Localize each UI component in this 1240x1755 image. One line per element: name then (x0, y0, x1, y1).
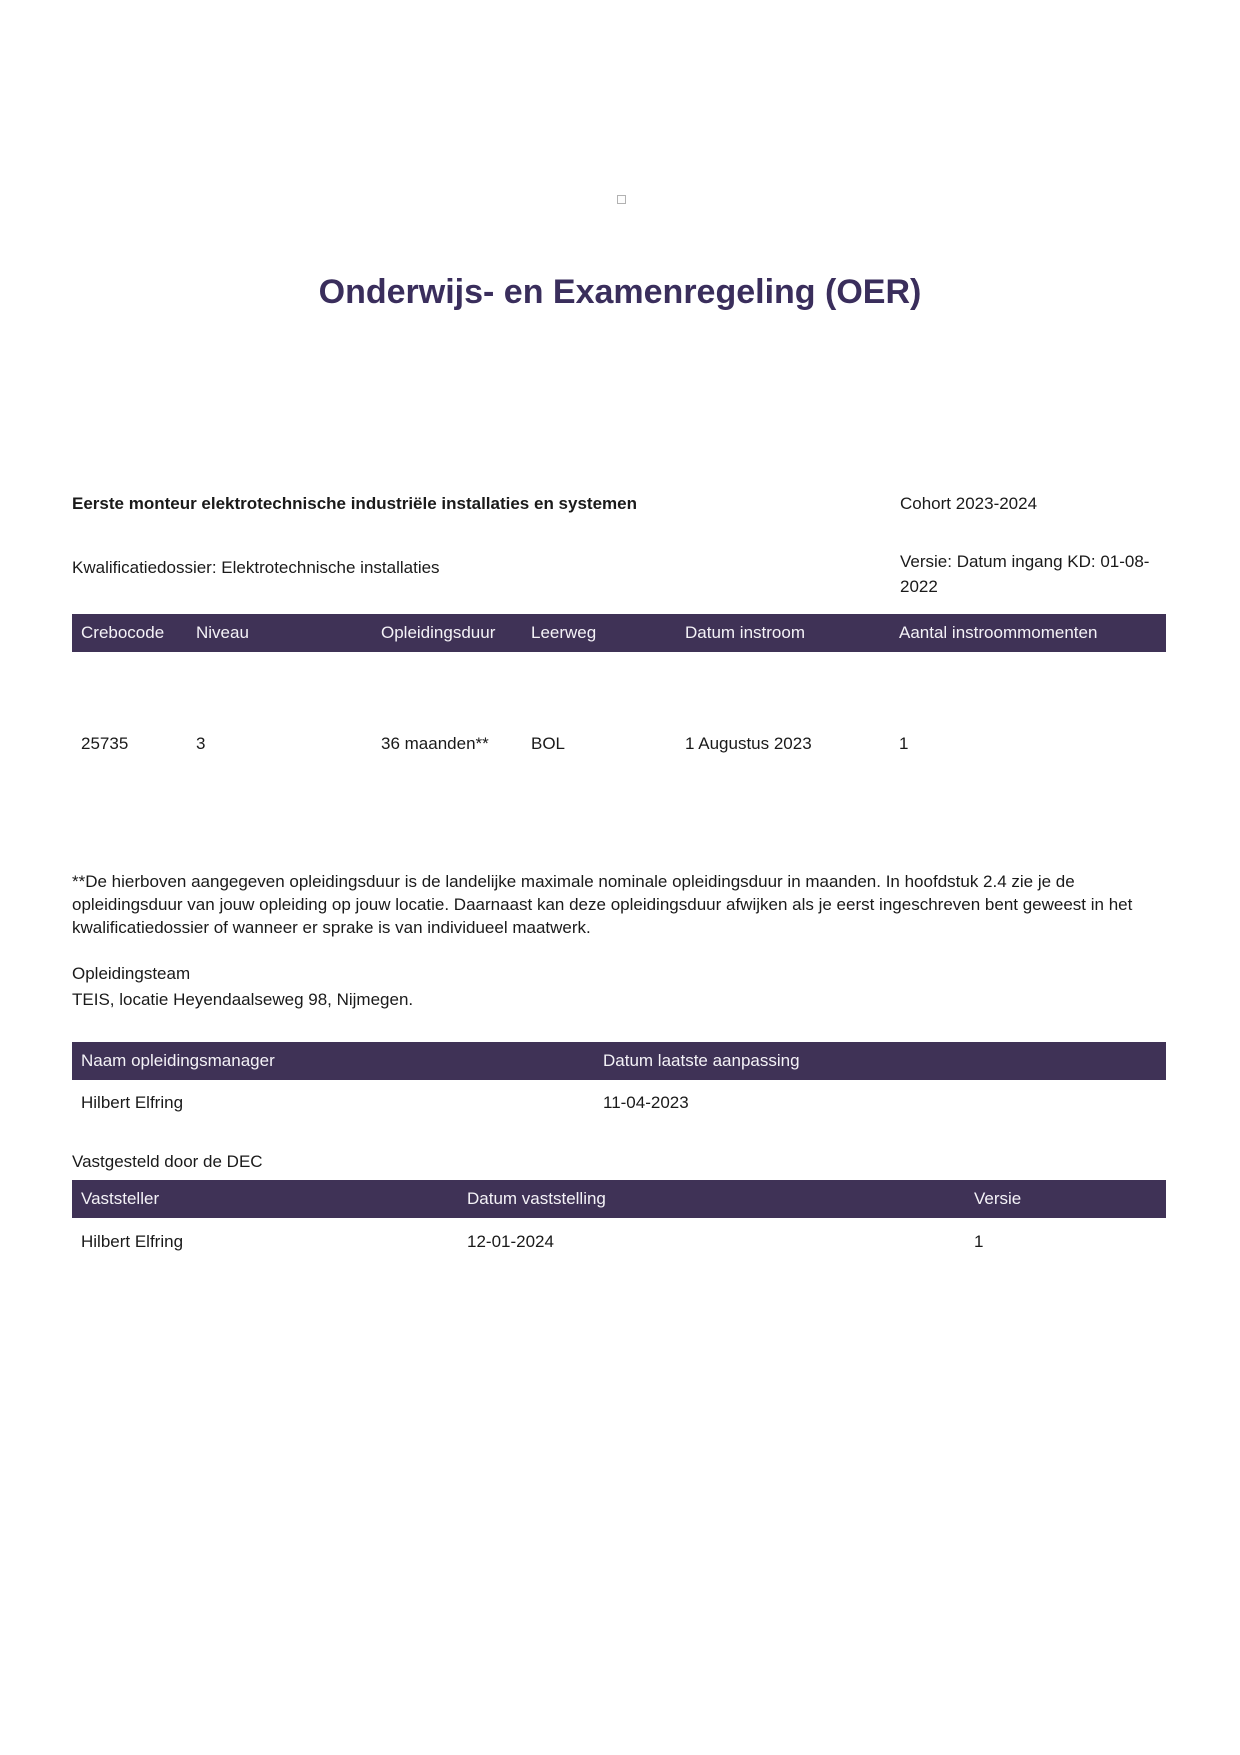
cell-datum-laatste-aanpassing: 11-04-2023 (603, 1093, 689, 1112)
cell-leerweg: BOL (531, 734, 566, 753)
program-table-header (72, 614, 1166, 652)
opleidingsteam-location: TEIS, locatie Heyendaalseweg 98, Nijmegen. (72, 990, 414, 1009)
approval-table-row (72, 1231, 1166, 1253)
column-header-datum-laatste-aanpassing: Datum laatste aanpassing (603, 1051, 800, 1070)
cell-aantal-instroommomenten: 1 (899, 734, 909, 753)
column-header-leerweg: Leerweg (531, 623, 597, 642)
cell-datum-instroom: 1 Augustus 2023 (685, 734, 812, 753)
column-header-vaststeller: Vaststeller (81, 1189, 160, 1208)
column-header-naam-opleidingsmanager: Naam opleidingsmanager (81, 1051, 275, 1070)
program-name: Eerste monteur elektrotechnische industriële installaties en systemen (72, 494, 637, 513)
column-header-versie: Versie (974, 1189, 1022, 1208)
program-header-row (72, 492, 1168, 516)
cohort-label: Cohort 2023-2024 (900, 494, 1038, 513)
manager-table-row (72, 1092, 1166, 1114)
opleidingsteam-block (72, 961, 413, 1013)
column-header-crebocode: Crebocode (81, 623, 165, 642)
cell-versie: 1 (974, 1232, 984, 1251)
cell-opleidingsmanager-naam: Hilbert Elfring (81, 1093, 184, 1112)
vastgesteld-dec-label: Vastgesteld door de DEC (72, 1152, 263, 1171)
column-header-aantal-instroommomenten: Aantal instroommomenten (899, 623, 1098, 642)
cell-datum-vaststelling: 12-01-2024 (467, 1232, 554, 1251)
manager-table-header (72, 1042, 1166, 1080)
version-ingang-kd: Versie: Datum ingang KD: 01-08-2022 (900, 552, 1150, 596)
cell-opleidingsduur: 36 maanden** (381, 734, 489, 753)
opleidingsteam-label: Opleidingsteam (72, 964, 191, 983)
cell-crebocode: 25735 (81, 734, 129, 753)
page-title: Onderwijs- en Examenregeling (OER) (318, 272, 922, 311)
column-header-datum-instroom: Datum instroom (685, 623, 805, 642)
opleidingsduur-footnote: **De hierboven aangegeven opleidingsduur is de landelijke maximale nominale opleidingsduur in maanden. In hoofdstuk 2.4 zie je de opleidingsduur van jouw opleiding op jouw locatie. Daarnaast kan deze opleidingsduur afwijken als je eerst ingeschreven bent geweest in het kwalificatiedossier of wanneer er sprake is van individueel maatwerk. (72, 872, 1133, 937)
program-table-row (72, 733, 1166, 755)
column-header-opleidingsduur: Opleidingsduur (381, 623, 496, 642)
qualification-row (72, 549, 1168, 599)
approval-table-header (72, 1180, 1166, 1218)
cell-niveau: 3 (196, 734, 206, 753)
cell-vaststeller: Hilbert Elfring (81, 1232, 184, 1251)
column-header-datum-vaststelling: Datum vaststelling (467, 1189, 606, 1208)
missing-image-placeholder-icon (617, 195, 626, 204)
column-header-niveau: Niveau (196, 623, 249, 642)
qualification-dossier: Kwalificatiedossier: Elektrotechnische installaties (72, 558, 440, 577)
